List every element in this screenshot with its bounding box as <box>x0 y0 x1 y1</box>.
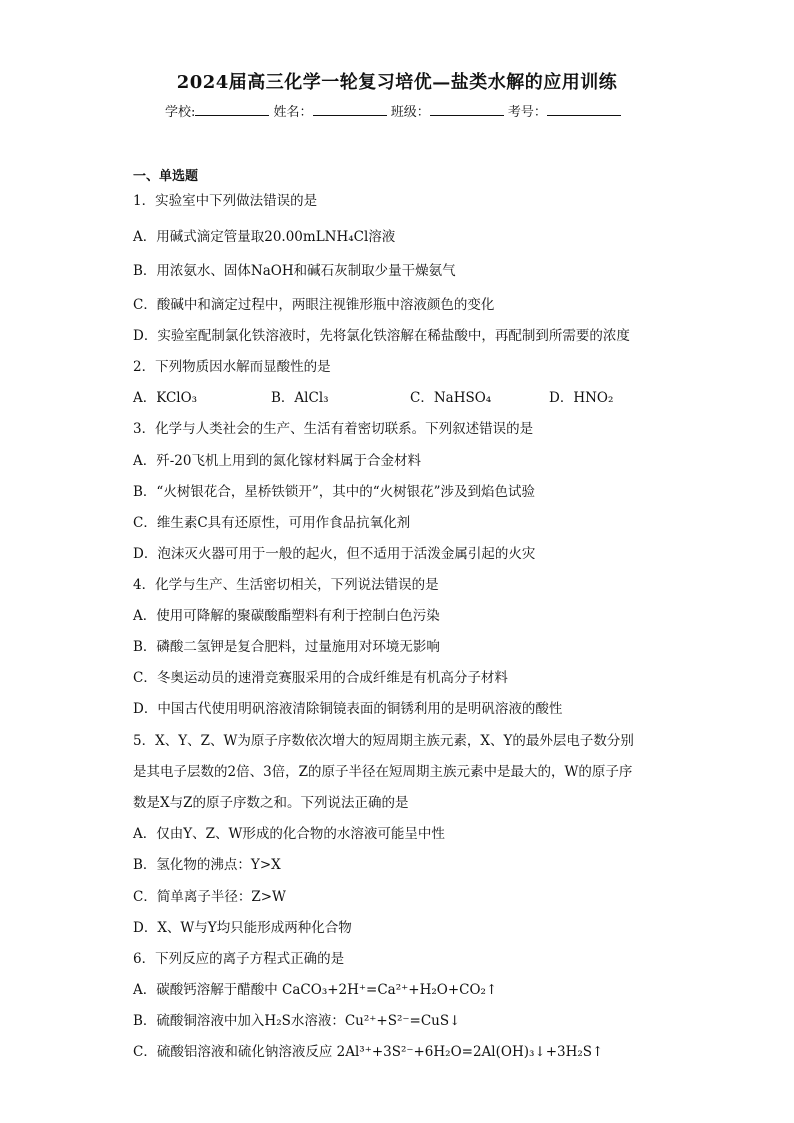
question-3-option-a: A．歼-20飞机上用到的氮化镓材料属于合金材料 <box>133 453 421 469</box>
question-5-option-b: B．氢化物的沸点：Y>X <box>133 857 281 873</box>
question-2-option-a: A．KClO₃ <box>133 390 198 406</box>
question-4-stem: 4．化学与生产、生活密切相关，下列说法错误的是 <box>133 577 439 593</box>
exam-no-blank[interactable] <box>547 102 621 116</box>
school-label: 学校: <box>165 105 196 120</box>
section-heading: 一、单选题 <box>133 169 199 184</box>
question-4-option-a: A．使用可降解的聚碳酸酯塑料有利于控制白色污染 <box>133 608 440 624</box>
school-blank[interactable] <box>195 102 269 116</box>
question-5-stem-line-3: 数是X与Z的原子序数之和。下列说法正确的是 <box>133 795 409 811</box>
question-5-stem-line-2: 是其电子层数的2倍、3倍，Z的原子半径在短周期主族元素中是最大的，W的原子序 <box>133 764 633 780</box>
question-1-stem: 1．实验室中下列做法错误的是 <box>133 193 318 209</box>
student-info-line <box>165 101 621 120</box>
question-4-option-c: C．冬奥运动员的速滑竞赛服采用的合成纤维是有机高分子材料 <box>133 670 508 686</box>
question-5-option-c: C．简单离子半径：Z>W <box>133 889 286 905</box>
question-4-option-d: D．中国古代使用明矾溶液清除铜镜表面的铜锈利用的是明矾溶液的酸性 <box>133 701 563 717</box>
question-2-option-c: C．NaHSO₄ <box>410 390 492 406</box>
class-blank[interactable] <box>430 102 504 116</box>
name-label: 姓名： <box>273 105 313 120</box>
question-2-stem: 2．下列物质因水解而显酸性的是 <box>133 359 331 375</box>
question-1-option-a: A．用碱式滴定管量取20.00mLNH₄Cl溶液 <box>133 229 396 245</box>
question-3-stem: 3．化学与人类社会的生产、生活有着密切联系。下列叙述错误的是 <box>133 421 534 437</box>
class-label: 班级： <box>390 105 430 120</box>
question-4-option-b: B．磷酸二氢钾是复合肥料，过量施用对环境无影响 <box>133 639 440 655</box>
question-3-option-c: C．维生素C具有还原性，可用作食品抗氧化剂 <box>133 515 411 531</box>
question-5-stem-line-1: 5．X、Y、Z、W为原子序数依次增大的短周期主族元素，X、Y的最外层电子数分别 <box>133 733 634 749</box>
question-1-option-d: D．实验室配制氯化铁溶液时，先将氯化铁溶解在稀盐酸中，再配制到所需要的浓度 <box>133 328 630 344</box>
question-6-stem: 6．下列反应的离子方程式正确的是 <box>133 951 345 967</box>
question-2-option-d: D．HNO₂ <box>549 390 614 406</box>
question-5-option-a: A．仅由Y、Z、W形成的化合物的水溶液可能呈中性 <box>133 826 445 842</box>
question-6-option-b: B．硫酸铜溶液中加入H₂S水溶液：Cu²⁺+S²⁻=CuS↓ <box>133 1013 461 1029</box>
question-5-option-d: D．X、W与Y均只能形成两种化合物 <box>133 920 352 936</box>
question-2-option-b: B．AlCl₃ <box>271 390 329 406</box>
name-blank[interactable] <box>313 102 387 116</box>
question-3-option-d: D．泡沫灭火器可用于一般的起火，但不适用于活泼金属引起的火灾 <box>133 546 536 562</box>
question-6-option-a: A．碳酸钙溶解于醋酸中 CaCO₃+2H⁺=Ca²⁺+H₂O+CO₂↑ <box>133 982 498 998</box>
question-1-option-b: B．用浓氨水、固体NaOH和碱石灰制取少量干燥氨气 <box>133 263 456 279</box>
question-3-option-b: B．“火树银花合，星桥铁锁开”，其中的“火树银花”涉及到焰色试验 <box>133 484 536 500</box>
question-6-option-c: C．硫酸铝溶液和硫化钠溶液反应 2Al³⁺+3S²⁻+6H₂O=2Al(OH)₃↓+3H₂S↑ <box>133 1044 604 1060</box>
exam-no-label: 考号： <box>507 105 547 120</box>
question-1-option-c: C．酸碱中和滴定过程中，两眼注视锥形瓶中溶液颜色的变化 <box>133 297 495 313</box>
page-title: 2024届高三化学一轮复习培优—盐类水解的应用训练 <box>176 72 618 93</box>
